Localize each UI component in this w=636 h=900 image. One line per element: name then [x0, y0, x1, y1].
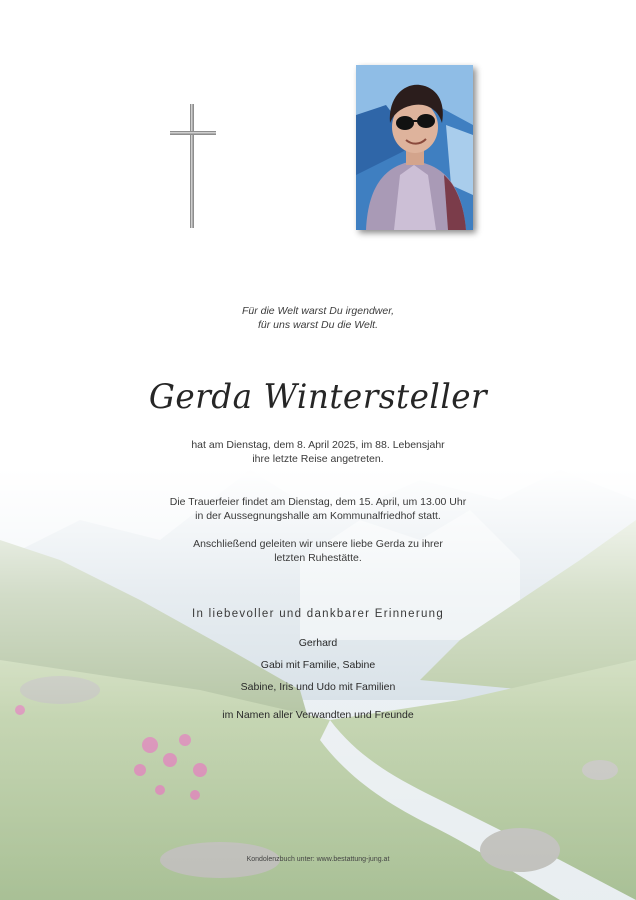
funeral-info [0, 495, 636, 523]
burial-line-2: letzten Ruhestätte. [274, 552, 362, 564]
mourner-line: Gerhard [298, 637, 338, 649]
mourner-line: im Namen aller Verwandten und Freunde [222, 709, 414, 721]
announcement-line-2: ihre letzte Reise angetreten. [252, 453, 384, 465]
burial-info [0, 537, 636, 565]
funeral-line-1: Die Trauerfeier findet am Dienstag, dem 15. April, um 13.00 Uhr [169, 496, 467, 508]
burial-line-1: Anschließend geleiten wir unsere liebe Gerda zu ihrer [193, 538, 443, 550]
death-announcement [0, 438, 636, 466]
portrait-photo [356, 65, 473, 230]
announcement-line-1: hat am Dienstag, dem 8. April 2025, im 88. Lebensjahr [191, 439, 445, 451]
memory-heading: In liebevoller und dankbarer Erinnerung [191, 608, 445, 620]
deceased-name: Gerda Wintersteller [148, 377, 488, 417]
quote-line-2: für uns warst Du die Welt. [257, 319, 379, 331]
mourner-line: Gabi mit Familie, Sabine [260, 659, 376, 671]
condolence-link[interactable]: Kondolenzbuch unter: www.bestattung-jung.at [246, 856, 390, 863]
cross-icon [166, 100, 220, 234]
funeral-line-2: in der Aussegnungshalle am Kommunalfriedhof statt. [195, 510, 441, 522]
mourner-line: Sabine, Iris und Udo mit Familien [240, 681, 396, 693]
memorial-quote [0, 304, 636, 332]
quote-line-1: Für die Welt warst Du irgendwer, [241, 305, 395, 317]
